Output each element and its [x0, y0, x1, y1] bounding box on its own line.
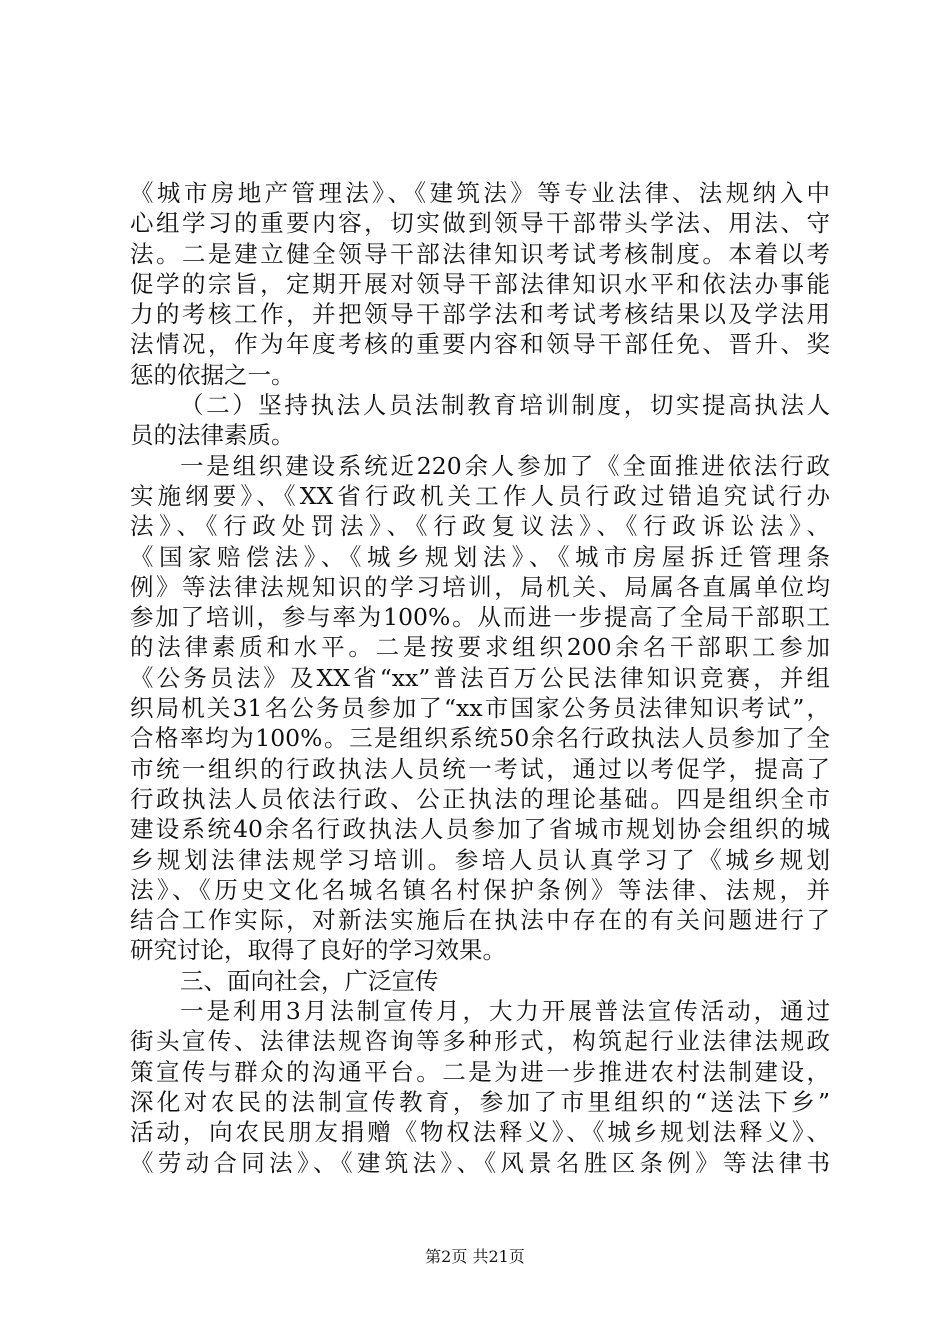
text-line: 乡规划法律法规学习培训。参培人员认真学习了《城乡规划: [130, 845, 830, 874]
text-line: 参加了培训，参与率为100%。从而进一步提高了全局干部职工: [130, 603, 830, 632]
text-line: 法》、《行政处罚法》、《行政复议法》、《行政诉讼法》、: [130, 512, 830, 541]
text-line: 《国家赔偿法》、《城乡规划法》、《城市房屋拆迁管理条: [130, 542, 830, 571]
text-line: 力的考核工作，并把领导干部学法和考试考核结果以及学法用: [130, 300, 830, 329]
text-line: 行政执法人员依法行政、公正执法的理论基础。四是组织全市: [130, 784, 830, 813]
text-line: 的法律素质和水平。二是按要求组织200余名干部职工参加: [130, 633, 830, 662]
text-line: 结合工作实际，对新法实施后在执法中存在的有关问题进行了: [130, 906, 830, 935]
text-line: 心组学习的重要内容，切实做到领导干部带头学法、用法、守: [130, 209, 830, 238]
paragraph: [130, 178, 830, 390]
text-line: 建设系统40余名行政执法人员参加了省城市规划协会组织的城: [130, 815, 830, 844]
text-line: 研究讨论，取得了良好的学习效果。: [130, 936, 506, 965]
paragraph: [130, 966, 830, 996]
text-line: 三、面向社会，广泛宣传: [180, 966, 439, 995]
text-line: 促学的宗旨，定期开展对领导干部法律知识水平和依法办事能: [130, 269, 830, 298]
text-line: 深化对农民的法制宣传教育，参加了市里组织的“送法下乡”: [130, 1087, 830, 1116]
paragraph: [130, 390, 830, 451]
text-line: 惩的依据之一。: [130, 360, 295, 389]
text-line: 织局机关31名公务员参加了“xx市国家公务员法律知识考试”，: [130, 694, 830, 723]
text-line: 一是组织建设系统近220余人参加了《全面推进依法行政: [180, 451, 830, 480]
text-line: 《公务员法》及XX省“xx”普法百万公民法律知识竞赛，并组: [130, 663, 830, 692]
text-line: 员的法律素质。: [130, 421, 295, 450]
text-line: 《劳动合同法》、《建筑法》、《风景名胜区条例》等法律书: [130, 1148, 830, 1177]
text-line: 法情况，作为年度考核的重要内容和领导干部任免、晋升、奖: [130, 330, 830, 359]
text-line: 《城市房地产管理法》、《建筑法》等专业法律、法规纳入中: [130, 179, 830, 207]
text-line: 例》等法律法规知识的学习培训，局机关、局属各直属单位均: [130, 572, 830, 601]
text-line: 策宣传与群众的沟通平台。二是为进一步推进农村法制建设，: [130, 1057, 830, 1086]
text-line: 活动，向农民朋友捐赠《物权法释义》、《城乡规划法释义》、: [130, 1118, 830, 1147]
text-line: 街头宣传、法律法规咨询等多种形式，构筑起行业法律法规政: [130, 1027, 830, 1056]
text-line: 市统一组织的行政执法人员统一考试，通过以考促学，提高了: [130, 754, 830, 783]
page-footer: 第2页 共21页: [425, 1247, 525, 1266]
text-line: 法》、《历史文化名城名镇名村保护条例》等法律、法规，并: [130, 875, 830, 904]
text-line: 实施纲要》、《XX省行政机关工作人员行政过错追究试行办: [130, 481, 830, 510]
text-line: （二）坚持执法人员法制教育培训制度，切实提高执法人: [180, 391, 830, 420]
text-line: 一是利用3月法制宣传月，大力开展普法宣传活动，通过: [180, 997, 830, 1026]
text-line: 合格率均为100%。三是组织系统50余名行政执法人员参加了全: [130, 724, 830, 753]
paragraph: [130, 996, 830, 1178]
paragraph: [130, 451, 830, 966]
document-body: [130, 178, 830, 1178]
text-line: 法。二是建立健全领导干部法律知识考试考核制度。本着以考: [130, 239, 830, 268]
